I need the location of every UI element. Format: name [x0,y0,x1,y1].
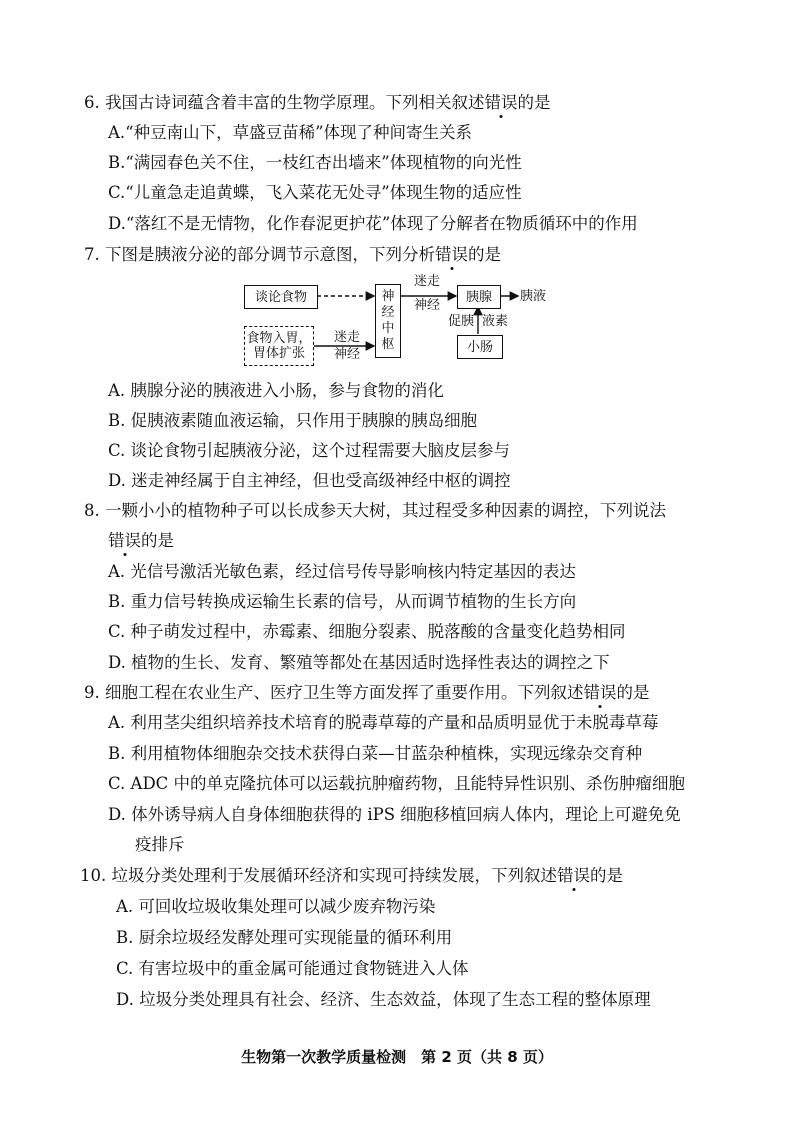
q6-option-a: A.“种豆南山下，草盛豆苗稀”体现了种间寄生关系 [108,123,473,142]
stem-text-end: 的是 [141,531,174,550]
vagus-upper-2: 神经 [414,298,441,313]
emphasis-mark [435,245,468,264]
stem-text: 10. 垃圾分类处理利于发展循环经济和实现可持续发展，下列叙述 [80,866,557,885]
nerve-center-box [375,284,401,358]
center-char: 枢 [381,337,395,352]
emphasis-mark [557,866,590,885]
stem-text-end: 的是 [616,683,650,702]
emphasis-mark [108,531,141,550]
food-stomach-line2: 胃体扩张 [252,346,305,361]
emphasis-mark [485,93,518,112]
q6-option-b: B.“满园春色关不住，一枝红杏出墙来”体现植物的向光性 [108,153,522,172]
vagus-upper-1: 迷走 [414,274,441,289]
q9-option-a: A. 利用茎尖组织培养技术培育的脱毒草莓的产量和品质明显优于未脱毒草莓 [108,713,659,732]
q8-option-c: C. 种子萌发过程中，赤霉素、细胞分裂素、脱落酸的含量变化趋势相同 [108,622,626,641]
q7-option-b: B. 促胰液素随血液运输，只作用于胰腺的胰岛细胞 [108,411,478,430]
pancreatic-secretion-diagram [238,274,558,368]
question-7-stem [84,244,501,266]
q10-option-d: D. 垃圾分类处理具有社会、经济、生态效益，体现了生态工程的整体原理 [116,990,651,1009]
emphasis-text: 错误 [583,683,617,702]
question-6-stem [84,92,551,114]
secretin-right: 液素 [482,314,509,329]
vagus-lower-2: 神经 [334,347,361,362]
center-char: 神 [381,289,395,304]
q6-option-d: D.“落红不是无情物，化作春泥更护花”体现了分解者在物质循环中的作用 [108,214,638,233]
emphasis-text: 错误 [108,531,141,550]
stem-text: 7. 下图是胰液分泌的部分调节示意图，下列分析 [84,245,435,264]
question-8-stem-cont [108,530,174,552]
emphasis-text: 错误 [484,93,518,112]
talk-food-box: 谈论食物 [244,285,318,309]
q9-option-d-cont: 疫排斥 [135,835,185,854]
food-stomach-line1: 食物入胃， [246,331,312,346]
q9-option-b: B. 利用植物体细胞杂交技术获得白菜—甘蓝杂种植株，实现远缘杂交育种 [108,744,643,763]
q7-option-c: C. 谈论食物引起胰液分泌，这个过程需要大脑皮层参与 [108,441,511,460]
stem-text: 9. 细胞工程在农业生产、医疗卫生等方面发挥了重要作用。下列叙述 [84,683,584,702]
q10-option-c: C. 有害垃圾中的重金属可能通过食物链进入人体 [116,959,469,978]
small-intestine-box: 小肠 [457,335,503,359]
stem-text-end: 的是 [517,93,551,112]
stem-text-end: 的是 [468,245,501,264]
question-10-stem [80,865,623,887]
emphasis-mark [584,683,617,702]
stem-text: 6. 我国古诗词蕴含着丰富的生物学原理。下列相关叙述 [84,93,485,112]
q8-option-d: D. 植物的生长、发育、繁殖等都处在基因适时选择性表达的调控之下 [108,653,610,672]
center-char: 经 [381,305,395,320]
q9-option-c: C. ADC 中的单克隆抗体可以运载抗肿瘤药物，且能特异性识别、杀伤肿瘤细胞 [108,774,686,793]
q6-option-c: C.“儿童急走追黄蝶，飞入菜花无处寻”体现生物的适应性 [108,183,522,202]
q7-option-d: D. 迷走神经属于自主神经，但也受高级神经中枢的调控 [108,471,511,490]
stem-text-end: 的是 [590,866,623,885]
pancreas-box: 胰腺 [457,285,501,309]
question-8-stem: 8. 一颗小小的植物种子可以长成参天大树，其过程受多种因素的调控，下列说法 [84,501,666,520]
food-stomach-box [244,326,314,366]
pancreatic-juice-label: 胰液 [520,289,547,304]
q8-option-b: B. 重力信号转换成运输生长素的信号，从而调节植物的生长方向 [108,592,577,611]
secretin-left: 促胰 [448,314,475,329]
q10-option-a: A. 可回收垃圾收集处理可以减少废弃物污染 [116,897,436,916]
emphasis-text: 错误 [557,866,590,885]
q9-option-d: D. 体外诱导病人自身体细胞获得的 iPS 细胞移植回病人体内，理论上可避免免 [108,805,681,824]
center-char: 中 [381,321,395,336]
question-9-stem [84,682,650,704]
q7-option-a: A. 胰腺分泌的胰液进入小肠，参与食物的消化 [108,381,444,400]
q8-option-a: A. 光信号激活光敏色素，经过信号传导影响核内特定基因的表达 [108,562,576,581]
emphasis-text: 错误 [435,245,468,264]
q10-option-b: B. 厨余垃圾经发酵处理可实现能量的循环利用 [116,928,453,947]
page-footer: 生物第一次教学质量检测 第 2 页（共 8 页） [241,1048,553,1066]
vagus-lower-1: 迷走 [334,330,361,345]
